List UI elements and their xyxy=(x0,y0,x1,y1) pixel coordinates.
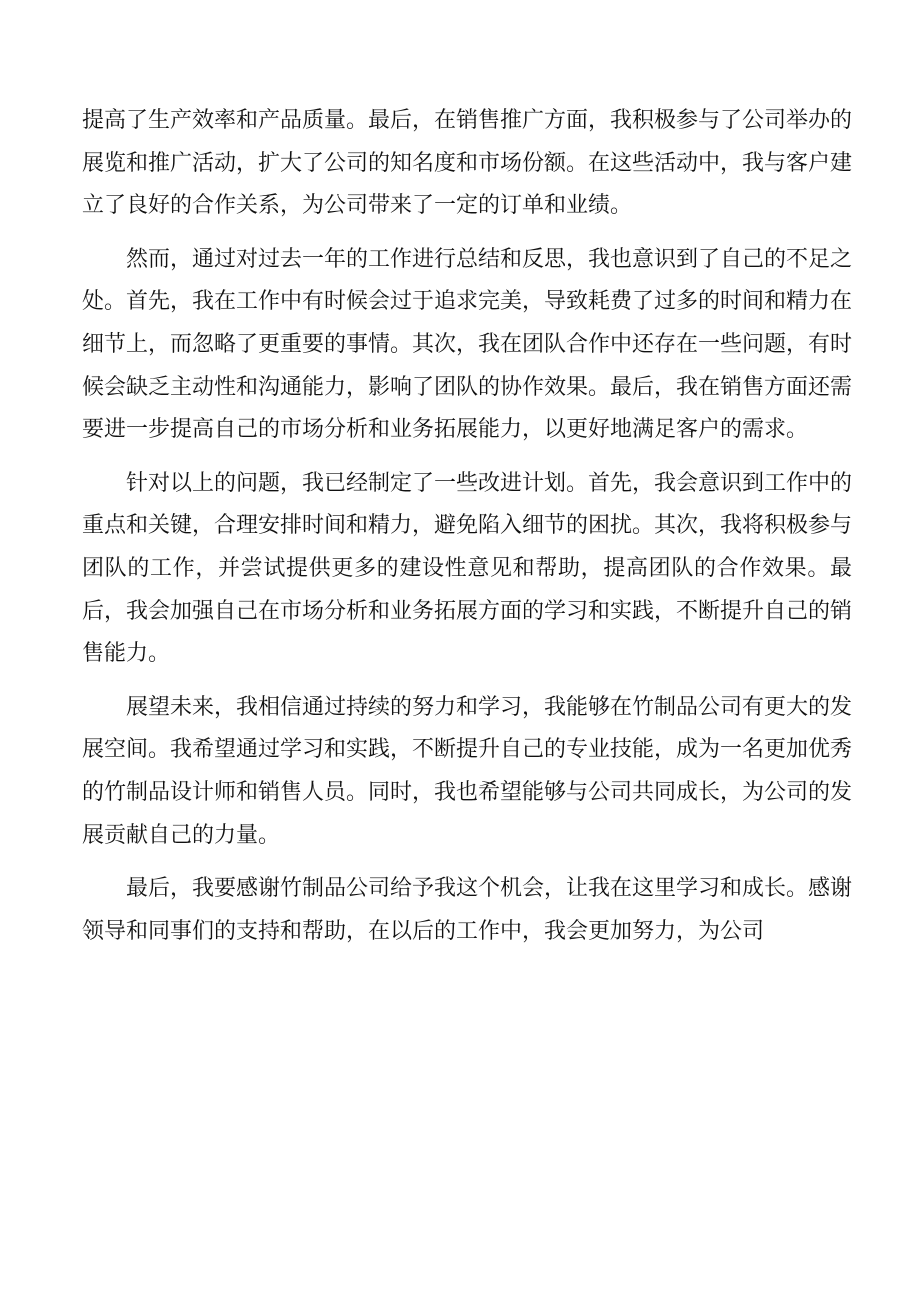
paragraph-reflection: 然而，通过对过去一年的工作进行总结和反思，我也意识到了自己的不足之处。首先，我在工作中有时候会过于追求完美，导致耗费了过多的时间和精力在细节上，而忽略了更重要的事情。其次，我在团队合作中还存在一些问题，有时候会缺乏主动性和沟通能力，影响了团队的协作效果。最后，我在销售方面还需要进一步提高自己的市场分析和业务拓展能力，以更好地满足客户的需求。 xyxy=(82,246,853,443)
paragraph-outlook: 展望未来，我相信通过持续的努力和学习，我能够在竹制品公司有更大的发展空间。我希望通过学习和实践，不断提升自己的专业技能，成为一名更加优秀的竹制品设计师和销售人员。同时，我也希望能够与公司共同成长，为公司的发展贡献自己的力量。 xyxy=(82,694,853,848)
paragraph-thanks: 最后，我要感谢竹制品公司给予我这个机会，让我在这里学习和成长。感谢领导和同事们的支持和帮助，在以后的工作中，我会更加努力，为公司 xyxy=(82,876,853,944)
paragraph-continuation: 提高了生产效率和产品质量。最后，在销售推广方面，我积极参与了公司举办的展览和推广活动，扩大了公司的知名度和市场份额。在这些活动中，我与客户建立了良好的合作关系，为公司带来了一定的订单和业绩。 xyxy=(82,108,853,219)
paragraph-improvement-plan: 针对以上的问题，我已经制定了一些改进计划。首先，我会意识到工作中的重点和关键，合理安排时间和精力，避免陷入细节的困扰。其次，我将积极参与团队的工作，并尝试提供更多的建设性意见和帮助，提高团队的合作效果。最后，我会加强自己在市场分析和业务拓展方面的学习和实践，不断提升自己的销售能力。 xyxy=(82,470,853,667)
document-page xyxy=(82,100,852,964)
